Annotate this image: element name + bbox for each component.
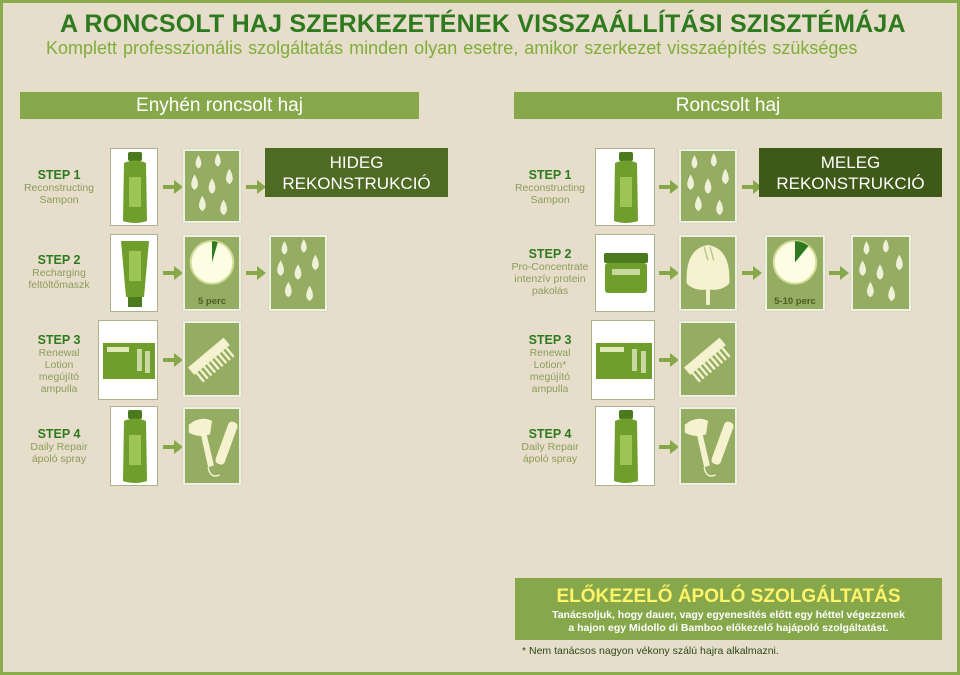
hood-dryer-icon — [679, 235, 737, 311]
step-label: STEP 3 Renewal Lotion* megújító ampulla — [528, 333, 572, 395]
pretreatment-box — [515, 578, 942, 640]
footnote: * Nem tanácsos nagyon vékony szálú hajra alkalmazni. — [522, 645, 779, 657]
pretreatment-heading: ELŐKEZELŐ ÁPOLÓ SZOLGÁLTATÁS — [556, 586, 901, 607]
column-heading-damaged: Roncsolt haj — [514, 92, 942, 119]
treatment-warm: MELEG REKONSTRUKCIÓ — [759, 148, 942, 197]
hair-dryer-tile — [678, 406, 738, 486]
step-label: STEP 2 Recharging feltöltőmaszk — [28, 253, 90, 291]
hood-dryer-tile — [678, 234, 738, 312]
arrow-right-icon — [742, 266, 762, 280]
timer-tile — [764, 234, 826, 312]
arrow-right-icon — [163, 180, 183, 194]
page-subtitle: Komplett professzionális szolgáltatás minden olyan esetre, amikor szerkezet visszaépítés szükséges — [46, 38, 858, 58]
product-spray — [110, 406, 158, 486]
arrow-right-icon — [246, 180, 266, 194]
pretreatment-text: Tanácsoljuk, hogy dauer, vagy egyenesítés előtt egy héttel végezzenek a hajon egy Midollo di Bamboo előkezelő hajápoló szolgáltatást. — [552, 609, 905, 634]
water-drops-icon — [679, 149, 737, 223]
step-label: STEP 4 Daily Repair ápoló spray — [521, 427, 579, 465]
step-label: STEP 1 Reconstructing Sampon — [514, 168, 586, 206]
arrow-right-icon — [246, 266, 266, 280]
comb-tile — [182, 320, 242, 398]
page-title: A RONCSOLT HAJ SZERKEZETÉNEK VISSZAÁLLÍTÁSI SZISZTÉMÁJA — [60, 10, 906, 38]
hair-dryer-icon — [679, 407, 737, 485]
water-drops-icon — [851, 235, 911, 311]
comb-icon — [183, 321, 241, 397]
water-drops-tile — [182, 148, 242, 224]
water-drops-icon — [183, 149, 241, 223]
timer-label: 5 perc — [198, 296, 226, 307]
arrow-right-icon — [829, 266, 849, 280]
column-heading-mild: Enyhén roncsolt haj — [20, 92, 419, 119]
arrow-right-icon — [163, 353, 183, 367]
comb-icon — [679, 321, 737, 397]
step-label: STEP 3 Renewal Lotion megújító ampulla — [37, 333, 81, 395]
product-spray — [595, 406, 655, 486]
water-drops-tile — [850, 234, 912, 312]
treatment-cold: HIDEG REKONSTRUKCIÓ — [265, 148, 448, 197]
water-drops-tile — [268, 234, 328, 312]
arrow-right-icon — [659, 180, 679, 194]
water-drops-icon — [269, 235, 327, 311]
arrow-right-icon — [163, 440, 183, 454]
arrow-right-icon — [659, 440, 679, 454]
water-drops-tile — [678, 148, 738, 224]
step-label: STEP 1 Reconstructing Sampon — [23, 168, 95, 206]
arrow-right-icon — [163, 266, 183, 280]
step-label: STEP 2 Pro-Concentrate intenzív protein pakolás — [511, 247, 589, 297]
step-label: STEP 4 Daily Repair ápoló spray — [30, 427, 88, 465]
product-ampoule-box — [591, 320, 655, 400]
product-jar — [595, 234, 655, 312]
timer-tile — [182, 234, 242, 312]
product-shampoo — [110, 148, 158, 226]
hair-dryer-icon — [183, 407, 241, 485]
product-ampoule-box — [98, 320, 158, 400]
hair-dryer-tile — [182, 406, 242, 486]
product-tube — [110, 234, 158, 312]
comb-tile — [678, 320, 738, 398]
arrow-right-icon — [659, 266, 679, 280]
timer-label: 5-10 perc — [774, 296, 816, 307]
product-shampoo — [595, 148, 655, 226]
arrow-right-icon — [659, 353, 679, 367]
